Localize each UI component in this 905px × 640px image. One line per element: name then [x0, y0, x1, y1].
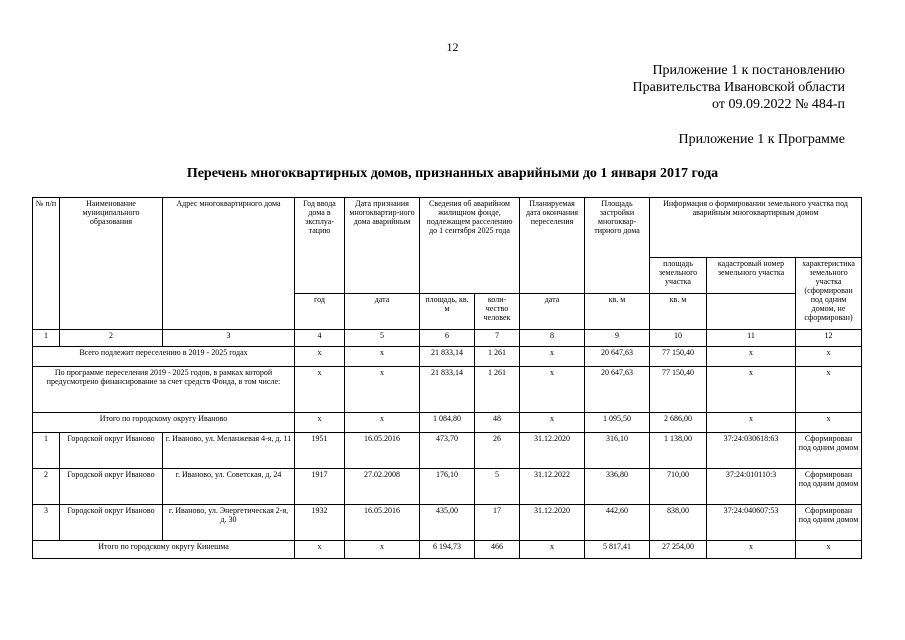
- final-built: 5 817,41: [585, 541, 650, 559]
- row-address: г. Иваново, ул. Советская, д. 24: [163, 469, 295, 505]
- table-row: [33, 433, 862, 469]
- summary-date: x: [345, 347, 420, 367]
- final-land-area: 27 254,00: [650, 541, 707, 559]
- summary-land-area: 77 150,40: [650, 347, 707, 367]
- summary-label: По программе переселения 2019 - 2025 годов, в рамках которой предусмотрено финансирование за счет средств Фонда, в том числе:: [33, 367, 295, 413]
- header-land-area: площадь земельного участка: [650, 258, 707, 294]
- summary-area: 21 833,14: [420, 367, 475, 413]
- summary-cadastral: x: [707, 347, 796, 367]
- summary-row-total: [33, 347, 862, 367]
- row-characteristic: Сформирован под одним домом: [796, 433, 862, 469]
- col-num: 1: [33, 330, 60, 347]
- col-num: 3: [163, 330, 295, 347]
- row-num: 3: [33, 505, 60, 541]
- header-planned-date: Планируемая дата окончания переселения: [520, 198, 585, 294]
- row-year: 1951: [295, 433, 345, 469]
- row-date: 16.05.2016: [345, 505, 420, 541]
- row-municipality: Городской округ Иваново: [60, 505, 163, 541]
- houses-table: [32, 197, 862, 559]
- summary-people: 48: [475, 413, 520, 433]
- summary-land-area: 2 686,00: [650, 413, 707, 433]
- summary-built: 20 647,63: [585, 347, 650, 367]
- row-characteristic: Сформирован под одним домом: [796, 469, 862, 505]
- appendix-line-3: от 09.09.2022 № 484-п: [712, 97, 845, 112]
- appendix-line-2: Правительства Ивановской области: [632, 80, 845, 95]
- summary-row-program: [33, 367, 862, 413]
- row-area: 176,10: [420, 469, 475, 505]
- row-year: 1917: [295, 469, 345, 505]
- summary-area: 1 084,80: [420, 413, 475, 433]
- final-label: Итого по городскому округу Кинешма: [33, 541, 295, 559]
- row-built: 442,60: [585, 505, 650, 541]
- row-characteristic: Сформирован под одним домом: [796, 505, 862, 541]
- col-num: 5: [345, 330, 420, 347]
- summary-land-area: 77 150,40: [650, 367, 707, 413]
- column-numbers-row: [33, 330, 862, 347]
- row-area: 473,70: [420, 433, 475, 469]
- header-built-area: Площадь застройки многоквар-тирного дома: [585, 198, 650, 294]
- row-date: 27.02.2008: [345, 469, 420, 505]
- row-planned: 31.12.2020: [520, 433, 585, 469]
- summary-area: 21 833,14: [420, 347, 475, 367]
- col-num: 7: [475, 330, 520, 347]
- col-num: 10: [650, 330, 707, 347]
- page-number: 12: [446, 40, 459, 54]
- summary-planned: x: [520, 347, 585, 367]
- row-people: 5: [475, 469, 520, 505]
- row-built: 316,10: [585, 433, 650, 469]
- summary-date: x: [345, 413, 420, 433]
- header-address: Адрес многоквартирного дома: [163, 198, 295, 330]
- row-date: 16.05.2016: [345, 433, 420, 469]
- unit-built-area: кв. м: [585, 294, 650, 330]
- appendix-program: Приложение 1 к Программе: [678, 132, 845, 147]
- row-address: г. Иваново, ул. Энергетическая 2-я, д. 30: [163, 505, 295, 541]
- col-num: 9: [585, 330, 650, 347]
- final-people: 466: [475, 541, 520, 559]
- row-land-area: 1 138,00: [650, 433, 707, 469]
- row-address: г. Иваново, ул. Меланжевая 4-я, д. 11: [163, 433, 295, 469]
- appendix-line-1: Приложение 1 к постановлению: [652, 63, 845, 78]
- unit-planned: дата: [520, 294, 585, 330]
- summary-characteristic: x: [796, 367, 862, 413]
- row-cadastral: 37:24:040607:53: [707, 505, 796, 541]
- summary-people: 1 261: [475, 347, 520, 367]
- summary-characteristic: x: [796, 413, 862, 433]
- row-people: 17: [475, 505, 520, 541]
- summary-label: Итого по городскому округу Иваново: [33, 413, 295, 433]
- final-cadastral: x: [707, 541, 796, 559]
- row-area: 435,00: [420, 505, 475, 541]
- summary-date: x: [345, 367, 420, 413]
- unit-cadastral-empty: [707, 294, 796, 330]
- summary-row-kineshma: [33, 541, 862, 559]
- summary-row-ivanovo: [33, 413, 862, 433]
- row-planned: 31.12.2022: [520, 469, 585, 505]
- row-num: 1: [33, 433, 60, 469]
- final-year: x: [295, 541, 345, 559]
- document-title: Перечень многоквартирных домов, признанных аварийными до 1 января 2017 года: [186, 166, 719, 181]
- row-num: 2: [33, 469, 60, 505]
- unit-people: коли-чество человек: [475, 294, 520, 330]
- final-date: x: [345, 541, 420, 559]
- summary-planned: x: [520, 413, 585, 433]
- col-num: 8: [520, 330, 585, 347]
- summary-cadastral: x: [707, 367, 796, 413]
- summary-year: x: [295, 347, 345, 367]
- summary-year: x: [295, 367, 345, 413]
- header-fund-info: Сведения об аварийном жилищном фонде, подлежащем расселению до 1 сентября 2025 года: [420, 198, 520, 294]
- row-people: 26: [475, 433, 520, 469]
- col-num: 11: [707, 330, 796, 347]
- unit-year: год: [295, 294, 345, 330]
- table-row: [33, 469, 862, 505]
- row-year: 1932: [295, 505, 345, 541]
- final-characteristic: x: [796, 541, 862, 559]
- header-characteristic: характеристика земельного участка (сформирован под одним домом, не сформирован): [796, 258, 862, 330]
- col-num: 2: [60, 330, 163, 347]
- row-municipality: Городской округ Иваново: [60, 433, 163, 469]
- header-date-emergency: Дата признания многоквартир-ного дома аварийным: [345, 198, 420, 294]
- row-municipality: Городской округ Иваново: [60, 469, 163, 505]
- row-land-area: 710,00: [650, 469, 707, 505]
- row-built: 336,80: [585, 469, 650, 505]
- unit-land-area: кв. м: [650, 294, 707, 330]
- summary-people: 1 261: [475, 367, 520, 413]
- summary-year: x: [295, 413, 345, 433]
- summary-characteristic: x: [796, 347, 862, 367]
- summary-label: Всего подлежит переселению в 2019 - 2025 годах: [33, 347, 295, 367]
- summary-planned: x: [520, 367, 585, 413]
- summary-cadastral: x: [707, 413, 796, 433]
- final-area: 6 194,73: [420, 541, 475, 559]
- header-year: Год ввода дома в эксплуа-тацию: [295, 198, 345, 294]
- header-cadastral: кадастровый номер земельного участка: [707, 258, 796, 294]
- row-planned: 31.12.2020: [520, 505, 585, 541]
- col-num: 4: [295, 330, 345, 347]
- appendix-block: [633, 62, 845, 113]
- summary-built: 1 095,50: [585, 413, 650, 433]
- row-cadastral: 37:24:010110:3: [707, 469, 796, 505]
- table-row: [33, 505, 862, 541]
- summary-built: 20 647,63: [585, 367, 650, 413]
- col-num: 12: [796, 330, 862, 347]
- row-cadastral: 37:24:030618:63: [707, 433, 796, 469]
- row-land-area: 838,00: [650, 505, 707, 541]
- col-num: 6: [420, 330, 475, 347]
- unit-date: дата: [345, 294, 420, 330]
- final-planned: x: [520, 541, 585, 559]
- unit-area: площадь, кв. м: [420, 294, 475, 330]
- header-land-info: Информация о формировании земельного участка под аварийным многоквартирным домом: [650, 198, 862, 258]
- header-num: № п/п: [33, 198, 60, 330]
- header-municipality: Наименование муниципального образования: [60, 198, 163, 330]
- header-row-1: [33, 198, 862, 258]
